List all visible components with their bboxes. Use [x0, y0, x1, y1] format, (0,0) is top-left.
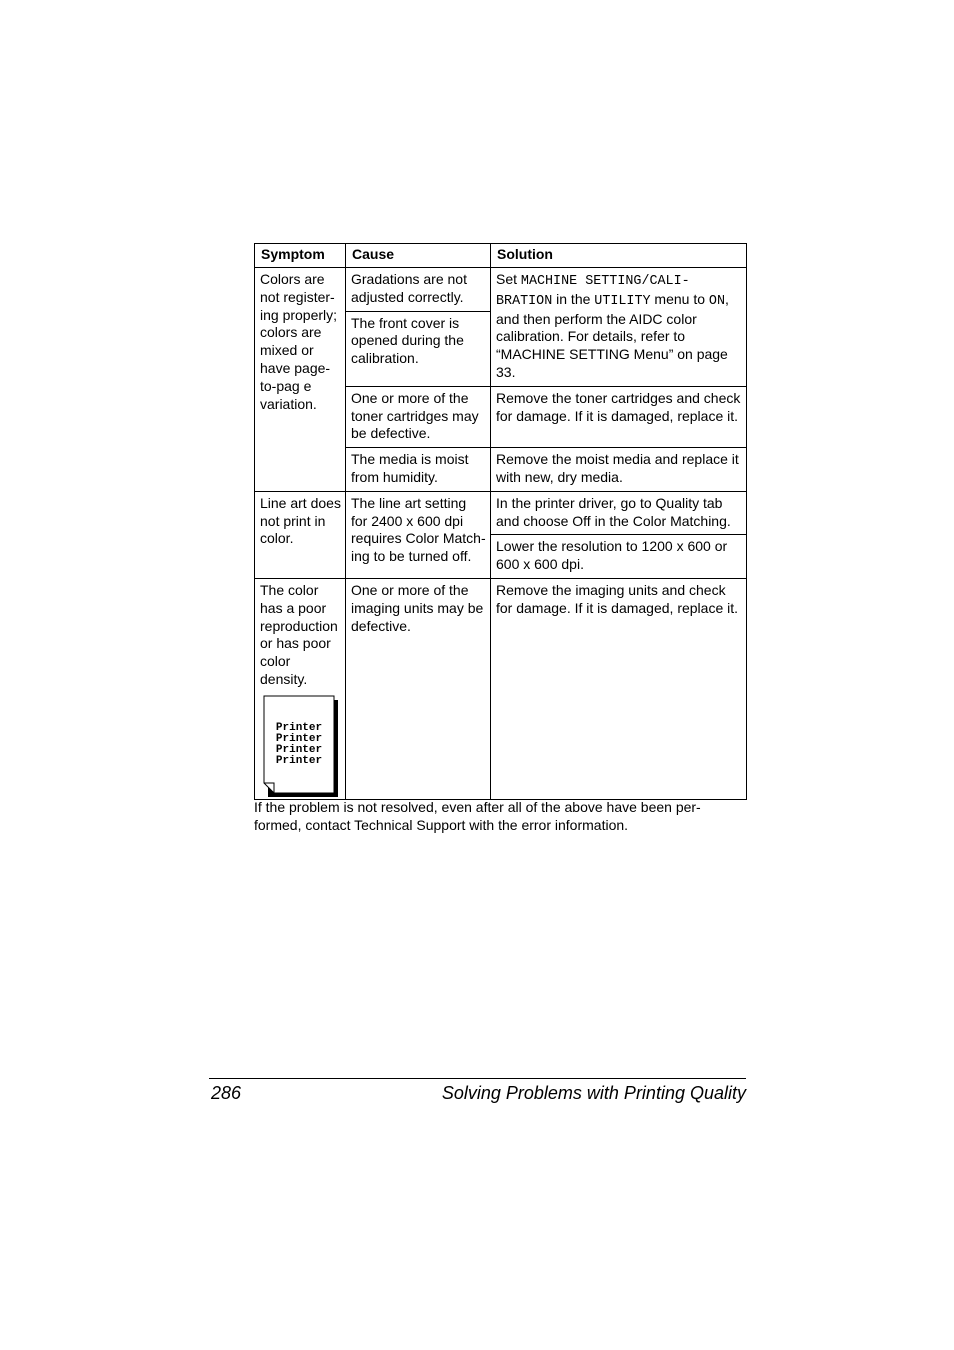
- table-header-row: [255, 244, 747, 268]
- symptom-text: The color has a poor reproduction or has poor color density.: [260, 581, 338, 687]
- cause-cell: One or more of the imaging units may be defective.: [346, 578, 491, 799]
- solution-cell: In the printer driver, go to Quality tab and choose Off in the Color Matching.: [491, 491, 747, 535]
- solution-text: menu to: [650, 290, 709, 307]
- table-row: [255, 578, 747, 799]
- cause-cell: The front cover is opened during the calibration.: [346, 311, 491, 386]
- solution-cell: Remove the toner cartridges and check for damage. If it is damaged, replace it.: [491, 386, 747, 447]
- table-row: [255, 491, 747, 535]
- closing-paragraph: [254, 798, 734, 834]
- page-sample-illustration: [263, 695, 339, 799]
- solution-text: in the: [552, 290, 595, 307]
- solution-cell: Remove the imaging units and check for damage. If it is damaged, replace it.: [491, 578, 747, 799]
- solution-cell: [491, 268, 747, 387]
- menu-name-code: UTILITY: [594, 293, 651, 309]
- cause-cell: One or more of the toner cartridges may be defective.: [346, 386, 491, 447]
- header-cause: Cause: [346, 244, 491, 268]
- closing-line: If the problem is not resolved, even after all of the above have been per-: [254, 799, 701, 815]
- symptom-cell: Colors are not register-ing properly; colors are mixed or have page-to-pag e variation.: [255, 268, 346, 492]
- footer-divider: [209, 1078, 746, 1079]
- cause-cell: Gradations are not adjusted correctly.: [346, 268, 491, 312]
- sample-text-line: Printer: [275, 732, 323, 745]
- solution-text: Set: [496, 271, 521, 287]
- sample-text-line: Printer: [275, 754, 323, 767]
- page-number: 286: [211, 1083, 242, 1103]
- printed-page-sample: [263, 695, 335, 795]
- chapter-title: Solving Problems with Printing Quality: [441, 1083, 746, 1103]
- cause-cell: The line art setting for 2400 x 600 dpi requires Color Match-ing to be turned off.: [346, 491, 491, 578]
- table-row: [255, 268, 747, 312]
- cause-cell: The media is moist from humidity.: [346, 448, 491, 492]
- solution-cell: Lower the resolution to 1200 x 600 or 600 x 600 dpi.: [491, 535, 747, 579]
- symptom-cell: Line art does not print in color.: [255, 491, 346, 578]
- closing-line: formed, contact Technical Support with the error information.: [254, 817, 629, 833]
- troubleshooting-table: [254, 243, 747, 800]
- setting-value-code: ON: [708, 293, 725, 309]
- sample-text-line: Printer: [275, 743, 323, 756]
- symptom-cell: [255, 578, 346, 799]
- header-solution: Solution: [491, 244, 747, 268]
- solution-cell: Remove the moist media and replace it with new, dry media.: [491, 448, 747, 492]
- sample-text-line: Printer: [275, 721, 323, 734]
- header-symptom: Symptom: [255, 244, 346, 268]
- menu-path-code: MACHINE SETTING/CALI-BRATION: [496, 274, 690, 309]
- solution-text: , and then perform the AIDC color calibration. For details, refer to “MACHINE SETTING Menu” on page 33.: [496, 290, 729, 380]
